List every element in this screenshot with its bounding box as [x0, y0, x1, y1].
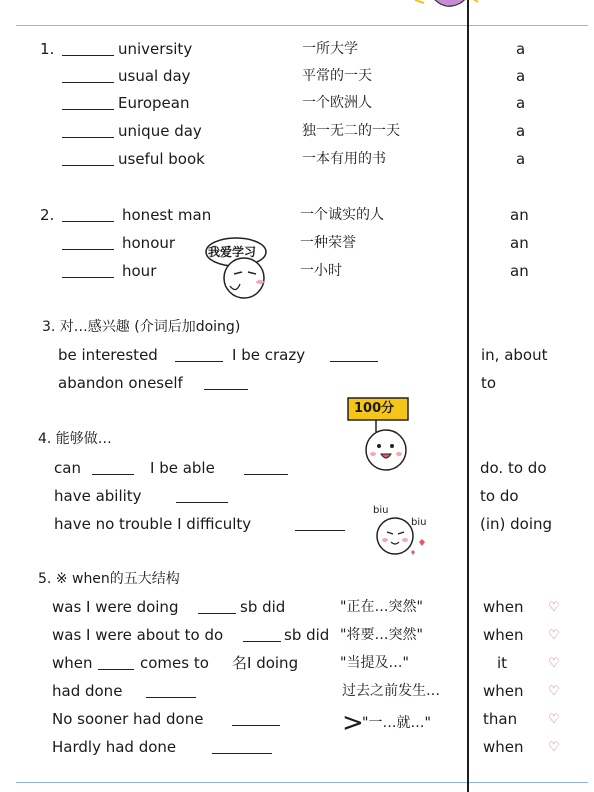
heart-icon: ♡	[548, 600, 560, 615]
biu-left-text: biu	[373, 505, 389, 516]
hundred-sticker-text: 100分	[354, 401, 395, 416]
s1-ans-2: a	[516, 67, 526, 85]
s1-ans-1: a	[516, 40, 526, 58]
s1-ans-3: a	[516, 94, 526, 112]
blank	[62, 249, 114, 250]
s1-ans-4: a	[516, 122, 526, 140]
answer-column-divider	[467, 0, 469, 792]
blank	[146, 697, 196, 698]
blank	[62, 277, 114, 278]
blank	[62, 137, 114, 138]
s2-ans-1: an	[510, 206, 529, 224]
heart-icon: ♡	[548, 712, 560, 727]
s5-left-5: No sooner had done	[52, 710, 204, 728]
top-rule	[16, 25, 588, 26]
s1-cn-5: 一本有用的书	[302, 151, 386, 167]
s4-line1-b: I be able	[150, 459, 215, 477]
s5-left-2: was I were about to do	[52, 626, 224, 644]
s2-word-1: honest man	[122, 206, 212, 224]
study-sticker	[200, 234, 300, 300]
s1-word-5: useful book	[118, 150, 205, 168]
s3-line1-a: be interested	[58, 346, 158, 364]
s2-ans-3: an	[510, 262, 529, 280]
s5-ans-6: when	[483, 738, 524, 756]
s4-ans-3: (in) doing	[480, 515, 553, 533]
study-sticker-text: 我爱学习	[208, 245, 257, 259]
s1-word-3: European	[118, 94, 190, 112]
s1-word-1: university	[118, 40, 193, 58]
s5-mid-3: comes to	[140, 654, 209, 672]
section3-heading: 3. 对…感兴趣 (介词后加doing)	[42, 319, 241, 335]
s3-ans-1: in, about	[481, 346, 548, 364]
blank	[176, 502, 228, 503]
s5-mid-1: sb did	[240, 598, 286, 616]
s5-mid-2: sb did	[284, 626, 330, 644]
blank	[98, 669, 134, 670]
blank	[62, 55, 114, 56]
s5-ans-3: it	[497, 654, 508, 672]
s1-cn-2: 平常的一天	[302, 68, 372, 84]
section1-number: 1.	[40, 40, 55, 58]
decorative-sticker-icon	[410, 0, 480, 12]
hundred-sticker	[346, 396, 418, 474]
s2-ans-2: an	[510, 234, 529, 252]
blank	[243, 641, 281, 642]
blank	[62, 109, 114, 110]
s3-line1-b: I be crazy	[232, 346, 306, 364]
heart-icon: ♡	[548, 684, 560, 699]
s5-cn-2: "将要…突然"	[340, 627, 423, 643]
s1-cn-1: 一所大学	[302, 41, 358, 57]
heart-icon: ♡	[548, 628, 560, 643]
s2-cn-1: 一个诚实的人	[300, 207, 384, 223]
blank	[175, 361, 223, 362]
s5-cn-5: "一…就…"	[362, 715, 431, 731]
s1-cn-4: 独一无二的一天	[302, 123, 400, 139]
s2-cn-3: 一小时	[300, 263, 342, 279]
s5-ans-4: when	[483, 682, 524, 700]
s5-extra-3: 名I doing	[232, 654, 299, 672]
s5-cn-3: "当提及…"	[340, 655, 409, 671]
section5-heading: 5. ※ when的五大结构	[38, 571, 180, 587]
blank	[92, 474, 134, 475]
s5-left-1: was I were doing	[52, 598, 179, 616]
s4-line1-a: can	[54, 459, 81, 477]
s4-ans-1: do. to do	[480, 459, 547, 477]
blank	[62, 165, 114, 166]
brace-icon: >	[342, 708, 364, 738]
s5-left-3: when	[52, 654, 93, 672]
s3-ans-2: to	[481, 374, 497, 392]
s1-cn-3: 一个欧洲人	[302, 95, 372, 111]
bottom-rule	[16, 782, 588, 783]
blank	[295, 530, 345, 531]
section2-number: 2.	[40, 206, 55, 224]
heart-icon: ♡	[548, 656, 560, 671]
s2-word-3: hour	[122, 262, 157, 280]
heart-icon: ♡	[548, 740, 560, 755]
s5-cn-1: "正在…突然"	[340, 599, 423, 615]
biu-right-text: biu	[411, 517, 427, 528]
biu-sticker	[365, 502, 435, 564]
blank	[232, 725, 280, 726]
blank	[244, 474, 288, 475]
blank	[62, 82, 114, 83]
s5-cn-4: 过去之前发生…	[342, 683, 440, 699]
s5-ans-5: than	[483, 710, 518, 728]
section4-heading: 4. 能够做…	[38, 431, 112, 447]
s2-cn-2: 一种荣誉	[300, 235, 356, 251]
s5-ans-1: when	[483, 598, 524, 616]
s2-word-2: honour	[122, 234, 176, 252]
blank	[212, 753, 272, 754]
blank	[62, 221, 114, 222]
blank	[198, 613, 236, 614]
s3-line2: abandon oneself	[58, 374, 183, 392]
s4-line3: have no trouble I difficulty	[54, 515, 252, 533]
blank	[204, 389, 248, 390]
s1-ans-5: a	[516, 150, 526, 168]
s5-left-4: had done	[52, 682, 123, 700]
s5-ans-2: when	[483, 626, 524, 644]
s4-line2: have ability	[54, 487, 142, 505]
s4-ans-2: to do	[480, 487, 519, 505]
s1-word-4: unique day	[118, 122, 202, 140]
blank	[330, 361, 378, 362]
s5-left-6: Hardly had done	[52, 738, 177, 756]
s1-word-2: usual day	[118, 67, 191, 85]
